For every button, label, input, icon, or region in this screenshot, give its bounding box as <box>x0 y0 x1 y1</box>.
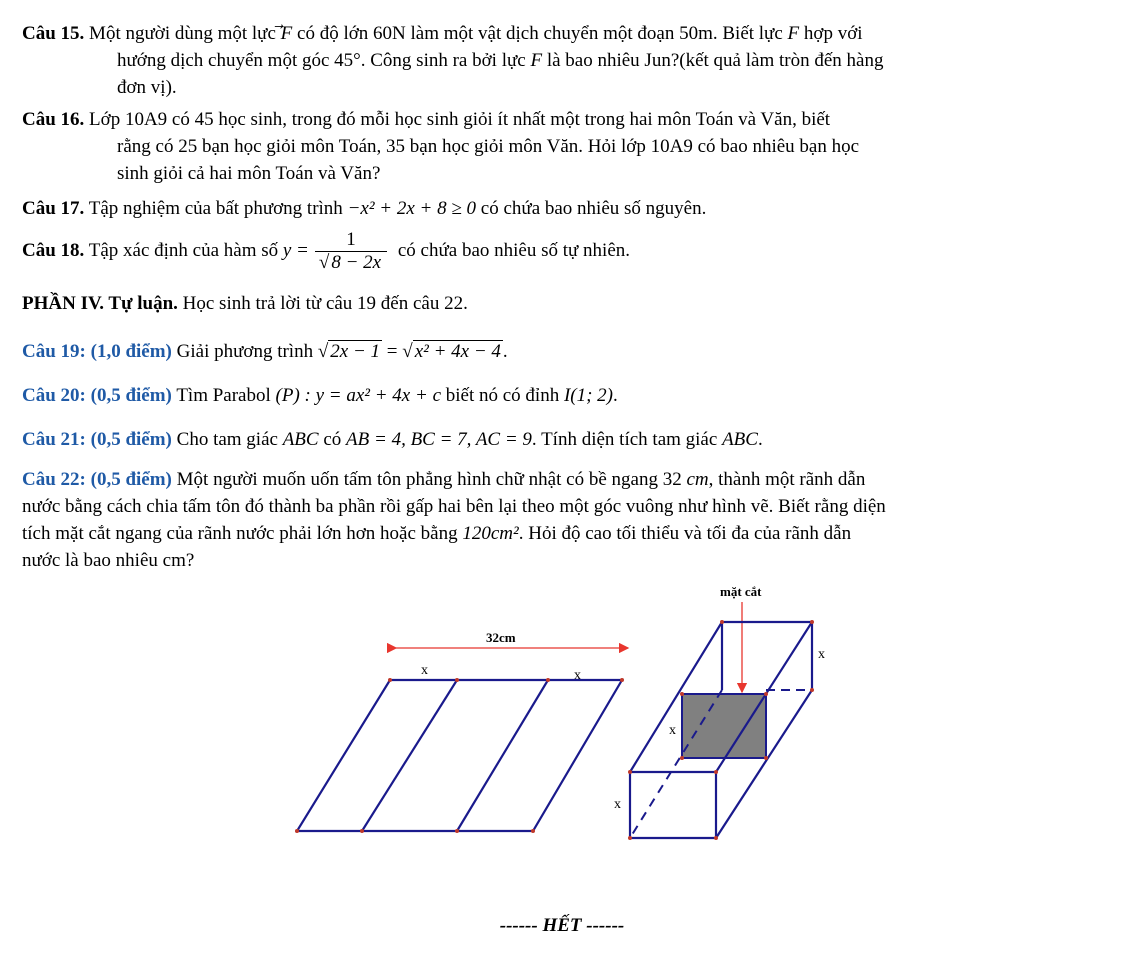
question-text: . Hỏi độ cao tối thiểu và tối đa của rãnh dẫn <box>518 523 852 544</box>
question-label: Câu 20: (0,5 điểm) <box>22 385 172 406</box>
question-text: Cho tam giác <box>176 429 278 450</box>
question-text: Một người dùng một lực <box>89 23 276 44</box>
end-marker: ------ HẾT ------ <box>499 915 625 936</box>
question-text: là bao nhiêu Jun?(kết quả làm tròn đến hàng <box>546 50 884 71</box>
question-text: Lớp 10A9 có 45 học sinh, trong đó mỗi học sinh giỏi ít nhất một trong hai môn Toán và Văn, biết <box>89 109 831 130</box>
vector-f: F <box>787 23 800 44</box>
question-text: hợp với <box>803 23 863 44</box>
fold-line-2 <box>457 680 548 831</box>
inequality: −x² + 2x + 8 ≥ 0 <box>347 198 477 219</box>
question-text: có chứa bao nhiêu số nguyên. <box>480 198 707 219</box>
part-description: Học sinh trả lời từ câu 19 đến câu 22. <box>182 293 468 314</box>
question-text: , thành một rãnh dẫn <box>708 469 866 490</box>
period: . <box>757 429 763 450</box>
fraction-numerator: 1 <box>315 229 387 252</box>
channel-3d <box>614 584 825 840</box>
vector-f: F <box>530 50 543 71</box>
radicand-right: x² + 4x − 4 <box>414 341 501 362</box>
question-19: Câu 19: (1,0 điểm) Giải phương trình √ 2x − 1 = √ x² + 4x − 4 . <box>22 341 508 362</box>
vector-f: F <box>280 23 293 44</box>
question-label: Câu 16. <box>22 109 85 130</box>
question-text: Tìm Parabol <box>176 385 271 406</box>
x-label-right: x <box>574 668 581 683</box>
x-label-front: x <box>614 797 621 812</box>
equals-sign: = <box>386 341 398 362</box>
unit: cm <box>686 469 709 490</box>
fraction-denominator: √ 8 − 2x <box>318 252 382 273</box>
side-lengths: AB = 4, BC = 7, AC = 9 <box>346 429 532 450</box>
question-text: nước là bao nhiêu cm? <box>22 550 195 571</box>
question-label: Câu 15. <box>22 23 85 44</box>
vertex: I(1; 2) <box>563 385 614 406</box>
question-label: Câu 22: (0,5 điểm) <box>22 469 172 490</box>
triangle-name: ABC <box>282 429 319 450</box>
question-text: Một người muốn uốn tấm tôn phẳng hình chữ nhật có bề ngang 32 <box>176 469 682 490</box>
sheet-outline <box>297 680 622 831</box>
question-text: nước bằng cách chia tấm tôn đó thành ba phần rồi gấp hai bên lại theo một góc vuông như hình vẽ. Biết rằng diện <box>22 496 886 517</box>
cross-section <box>682 694 766 758</box>
period: . <box>613 385 618 406</box>
question-text: sinh giỏi cả hai môn Toán và Văn? <box>117 163 381 184</box>
question-label: Câu 18. <box>22 239 85 261</box>
period: . <box>502 341 508 362</box>
question-text: có <box>323 429 342 450</box>
function-lhs: y = <box>282 239 309 261</box>
x-label-left: x <box>421 663 428 678</box>
area-value: 120cm² <box>462 523 519 544</box>
part-title: PHẦN IV. Tự luận. <box>22 293 178 314</box>
question-text: có chứa bao nhiêu số tự nhiên. <box>397 239 631 261</box>
question-text: biết nó có đỉnh <box>445 385 560 406</box>
question-text: hướng dịch chuyển một góc 45°. Công sinh ra bởi lực <box>117 50 526 71</box>
triangle-name: ABC <box>722 429 758 450</box>
question-text: đơn vị). <box>117 77 177 98</box>
question-label: Câu 19: (1,0 điểm) <box>22 341 172 362</box>
question-text: Giải phương trình <box>176 341 314 362</box>
question-text: tích mặt cắt ngang của rãnh nước phải lớn hơn hoặc bằng <box>22 523 458 544</box>
radicand: 8 − 2x <box>331 252 382 273</box>
parabola-expression: (P) : y = ax² + 4x + c <box>275 385 441 406</box>
question-text: Tập nghiệm của bất phương trình <box>88 198 343 219</box>
question-text: có độ lớn 60N làm một vật dịch chuyển một đoạn 50m. Biết lực <box>297 23 783 44</box>
width-label: 32cm <box>486 630 516 645</box>
x-label-section: x <box>669 723 676 738</box>
radicand-left: 2x − 1 <box>330 341 381 362</box>
x-label-top: x <box>818 647 825 662</box>
flat-sheet <box>295 630 628 833</box>
question-text: . Tính diện tích tam giác <box>531 429 718 450</box>
section-label: mặt cắt <box>720 584 762 599</box>
question-text: rằng có 25 bạn học giỏi môn Toán, 35 bạn học giỏi môn Văn. Hỏi lớp 10A9 có bao nhiêu bạn học <box>117 136 860 157</box>
question-text: Tập xác định của hàm số <box>88 239 279 261</box>
question-label: Câu 21: (0,5 điểm) <box>22 429 172 450</box>
question-label: Câu 17. <box>22 198 85 219</box>
